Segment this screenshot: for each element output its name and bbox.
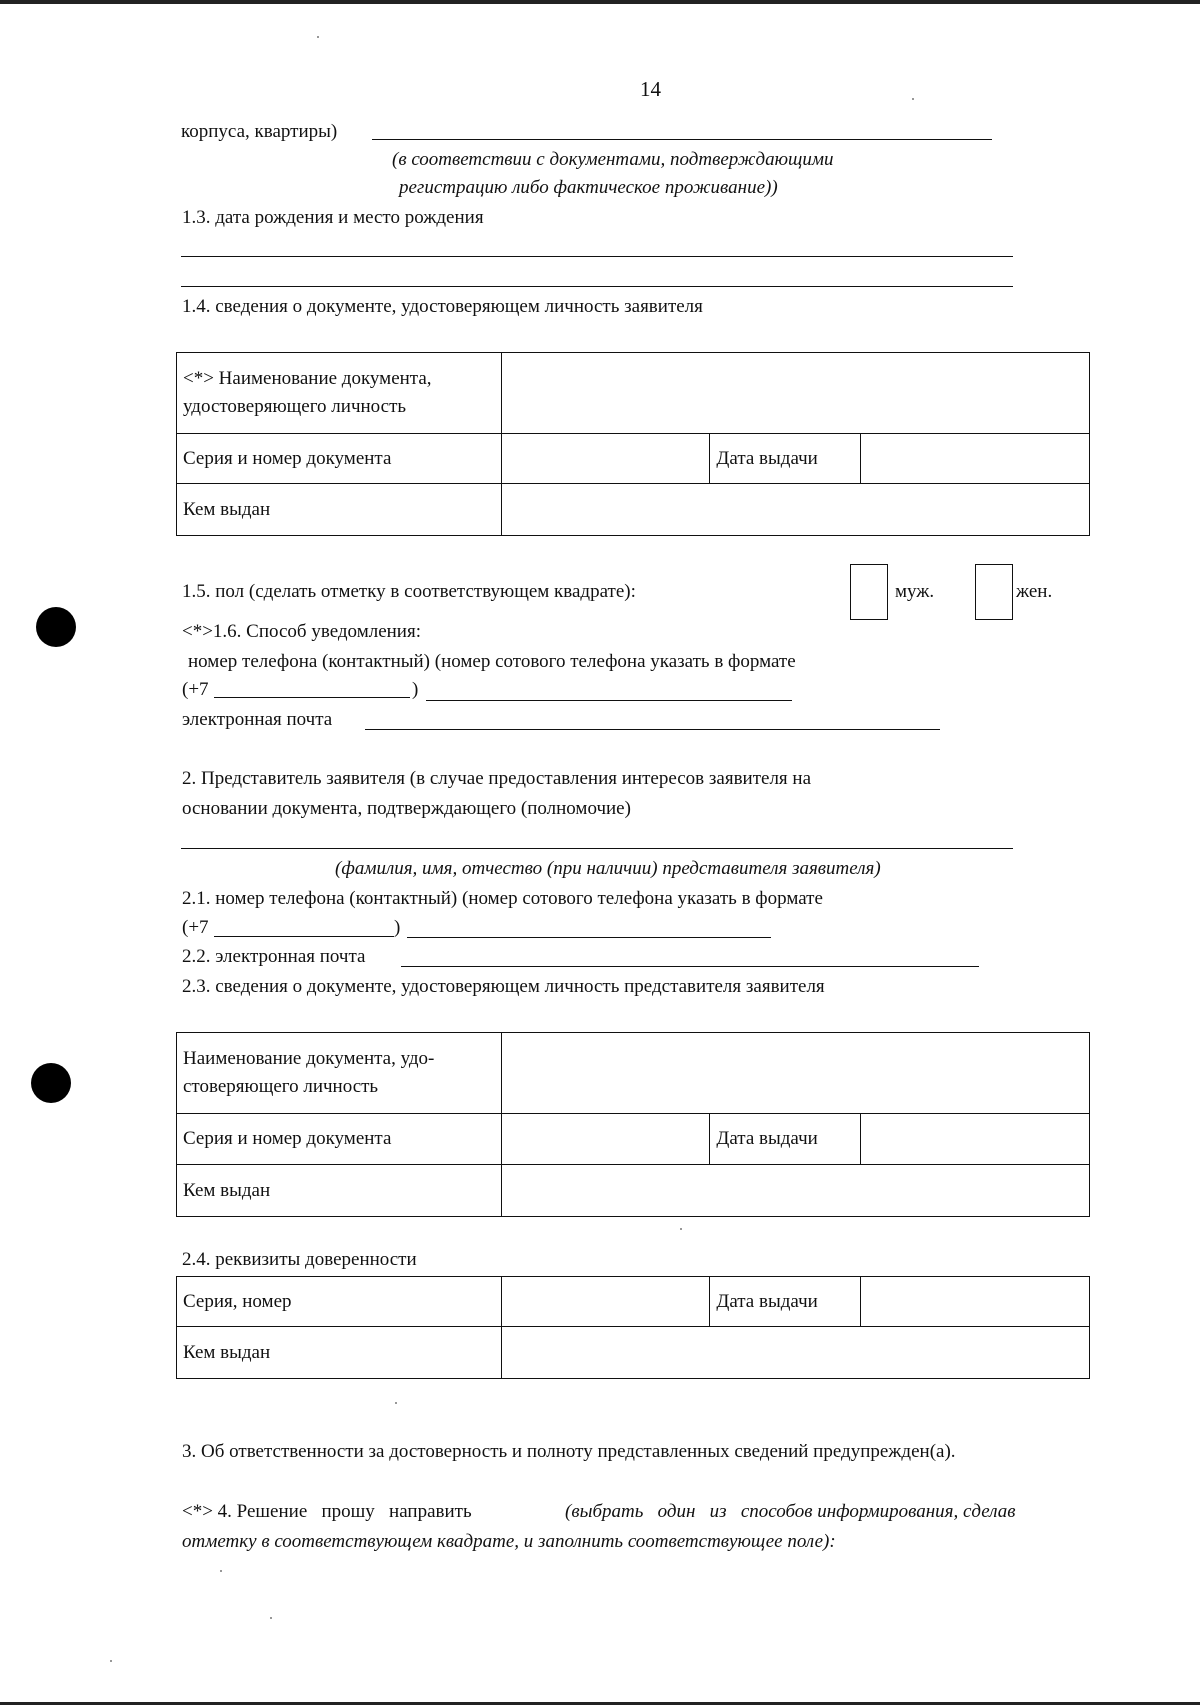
- power-of-attorney-table: [176, 1276, 1090, 1379]
- doc-name-value-cell[interactable]: [501, 353, 1089, 434]
- rep-phone-label: 2.1. номер телефона (контактный) (номер сотового телефона указать в формате: [182, 888, 823, 909]
- phone-code-line[interactable]: [214, 697, 410, 698]
- rep-series-label-cell: Серия и номер документа: [177, 1114, 502, 1165]
- representative-name-hint: (фамилия, имя, отчество (при наличии) представителя заявителя): [335, 858, 881, 879]
- phone-number-line[interactable]: [426, 700, 792, 701]
- punch-hole-bottom: [31, 1063, 71, 1103]
- series-value-cell[interactable]: [501, 434, 710, 484]
- phone-close-paren: ): [412, 679, 419, 700]
- address-note-line1: (в соответствии с документами, подтверждающими: [392, 149, 834, 170]
- birth-date-place-label: 1.3. дата рождения и место рождения: [182, 207, 484, 228]
- poa-issued-by-value-cell[interactable]: [501, 1327, 1089, 1379]
- poa-series-value-cell[interactable]: [501, 1277, 710, 1327]
- doc-name-label-cell: [177, 353, 502, 434]
- phone-label: номер телефона (контактный) (номер сотового телефона указать в формате: [188, 651, 796, 672]
- punch-hole-top: [36, 607, 76, 647]
- rep-phone-close-paren: ): [394, 917, 401, 938]
- rep-email-line[interactable]: [401, 966, 979, 967]
- series-label-cell: Серия и номер документа: [177, 434, 502, 484]
- rep-phone-prefix: (+7: [182, 917, 209, 938]
- issue-date-label-cell: Дата выдачи: [710, 434, 861, 484]
- scan-top-edge: [0, 0, 1200, 4]
- page-number: 14: [640, 77, 661, 101]
- applicant-id-doc-label: 1.4. сведения о документе, удостоверяющем личность заявителя: [182, 296, 703, 317]
- representative-line1: 2. Представитель заявителя (в случае предоставления интересов заявителя на: [182, 768, 812, 789]
- issue-date-value-cell[interactable]: [861, 434, 1090, 484]
- decision-italic-line2: отметку в соответствующем квадрате, и заполнить соответствующее поле):: [182, 1531, 836, 1552]
- representative-name-line[interactable]: [181, 848, 1013, 849]
- doc-name-label-line1: <*> Наименование документа,: [183, 368, 432, 389]
- rep-email-label: 2.2. электронная почта: [182, 946, 366, 967]
- rep-phone-number-line[interactable]: [407, 937, 771, 938]
- scan-speck: [270, 1617, 272, 1619]
- rep-id-doc-table: [176, 1032, 1090, 1217]
- scan-speck: [680, 1228, 682, 1230]
- applicant-id-doc-table: [176, 352, 1090, 536]
- poa-series-label-cell: Серия, номер: [177, 1277, 502, 1327]
- female-checkbox[interactable]: [975, 564, 1013, 620]
- issued-by-value-cell[interactable]: [501, 484, 1089, 536]
- scan-speck: [220, 1570, 222, 1572]
- scan-speck: [395, 1402, 397, 1404]
- email-label: электронная почта: [182, 709, 333, 730]
- poa-issued-by-label-cell: Кем выдан: [177, 1327, 502, 1379]
- rep-issued-by-value-cell[interactable]: [501, 1165, 1089, 1217]
- rep-doc-name-label-line1: Наименование документа, удо-: [183, 1048, 435, 1069]
- poa-issue-date-value-cell[interactable]: [861, 1277, 1090, 1327]
- rep-phone-code-line[interactable]: [214, 936, 394, 937]
- rep-issue-date-value-cell[interactable]: [861, 1114, 1090, 1165]
- birth-info-line-1[interactable]: [181, 256, 1013, 257]
- issued-by-label-cell: Кем выдан: [177, 484, 502, 536]
- rep-series-value-cell[interactable]: [501, 1114, 710, 1165]
- representative-line2: основании документа, подтверждающего (полномочие): [182, 798, 631, 819]
- birth-info-line-2[interactable]: [181, 286, 1013, 287]
- phone-prefix: (+7: [182, 679, 209, 700]
- rep-doc-name-label-cell: [177, 1033, 502, 1114]
- decision-prefix: <*> 4. Решение прошу направить: [182, 1501, 472, 1522]
- rep-doc-name-label-line2: стоверяющего личность: [183, 1076, 379, 1097]
- notification-method-title: <*>1.6. Способ уведомления:: [182, 621, 421, 642]
- male-checkbox[interactable]: [850, 564, 888, 620]
- scan-speck: [317, 36, 319, 38]
- responsibility-statement: 3. Об ответственности за достоверность и полноту представленных сведений предупрежден(а).: [182, 1441, 956, 1462]
- rep-doc-name-value-cell[interactable]: [501, 1033, 1089, 1114]
- scan-speck: [110, 1660, 112, 1662]
- poa-issue-date-label-cell: Дата выдачи: [710, 1277, 861, 1327]
- female-label: жен.: [1016, 581, 1053, 602]
- rep-issued-by-label-cell: Кем выдан: [177, 1165, 502, 1217]
- address-line[interactable]: [372, 139, 992, 140]
- doc-name-label-line2: удостоверяющего личность: [183, 396, 407, 417]
- power-of-attorney-label: 2.4. реквизиты доверенности: [182, 1249, 417, 1270]
- gender-label: 1.5. пол (сделать отметку в соответствующем квадрате):: [182, 581, 636, 602]
- rep-issue-date-label-cell: Дата выдачи: [710, 1114, 861, 1165]
- rep-id-doc-label: 2.3. сведения о документе, удостоверяющем личность представителя заявителя: [182, 976, 825, 997]
- address-note-line2: регистрацию либо фактическое проживание)): [399, 177, 778, 198]
- decision-italic-line1: (выбрать один из способов информирования, сделав: [565, 1501, 1016, 1522]
- email-line[interactable]: [365, 729, 940, 730]
- male-label: муж.: [895, 581, 935, 602]
- scan-bottom-edge: [0, 1702, 1200, 1705]
- scan-speck: [912, 98, 914, 100]
- address-tail-label: корпуса, квартиры): [181, 121, 338, 142]
